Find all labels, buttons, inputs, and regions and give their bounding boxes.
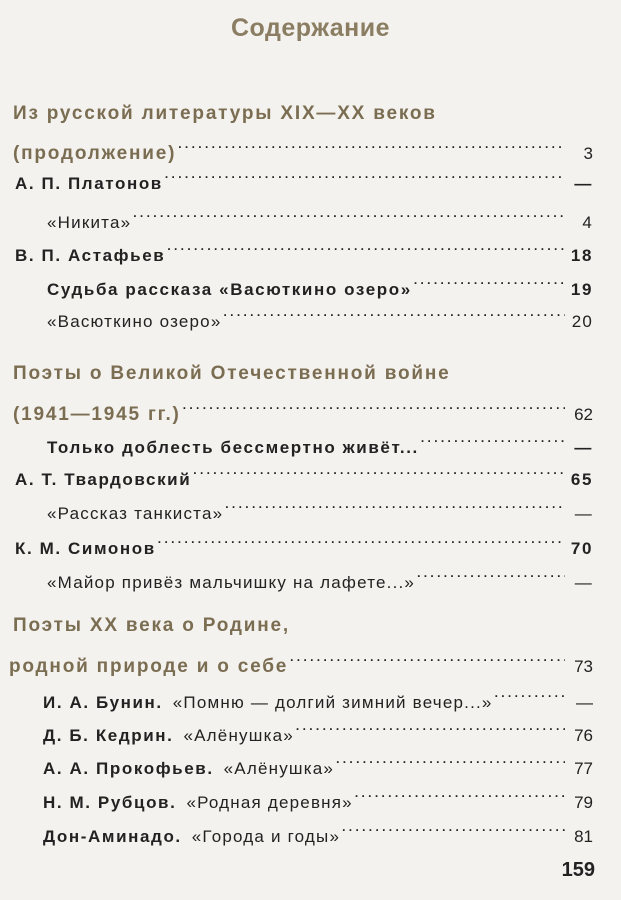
author-name: А. П. Платонов xyxy=(15,174,163,193)
toc-entry-work[interactable] xyxy=(47,558,593,592)
toc-entry-poem[interactable] xyxy=(43,744,593,778)
toc-entry-author[interactable] xyxy=(15,524,593,558)
dot-leader xyxy=(290,642,565,672)
dot-leader xyxy=(193,455,565,485)
toc-entry-poem[interactable] xyxy=(43,711,593,745)
dot-leader xyxy=(178,129,565,159)
author-name: А. А. Прокофьев. xyxy=(43,759,214,778)
page-ref: 81 xyxy=(574,827,593,846)
dot-leader xyxy=(165,159,565,189)
dot-leader xyxy=(225,489,565,519)
toc-entry-subhead[interactable] xyxy=(47,265,593,299)
toc-entry-subhead[interactable] xyxy=(47,423,593,457)
section-heading-cont: родной природе и о себе xyxy=(9,656,289,677)
author-name: А. Т. Твардовский xyxy=(15,470,192,489)
work-title: «Майор привёз мальчишку на лафете...» xyxy=(47,573,416,592)
toc-entry-work[interactable] xyxy=(47,489,593,523)
author-name: Н. М. Рубцов. xyxy=(43,793,177,812)
dot-leader xyxy=(296,711,565,741)
toc-entry-author[interactable] xyxy=(15,159,593,193)
work-title: «Никита» xyxy=(47,213,132,232)
toc-entry-poem[interactable] xyxy=(43,812,593,846)
section-heading-entry[interactable] xyxy=(13,390,593,425)
work-title: «Рассказ танкиста» xyxy=(47,504,224,523)
section-heading: Поэты XX века о Родине, xyxy=(13,615,290,636)
author-name: В. П. Астафьев xyxy=(15,246,166,265)
section-heading-entry[interactable] xyxy=(9,642,593,677)
page-ref: — xyxy=(574,438,593,457)
subhead-title: Судьба рассказа «Васюткино озеро» xyxy=(47,280,412,299)
page-ref: 3 xyxy=(583,144,593,163)
dot-leader xyxy=(336,744,565,774)
page-number: 159 xyxy=(561,859,595,881)
page-ref: — xyxy=(574,504,593,523)
page-title: Содержание xyxy=(230,14,391,42)
work-title: «Алёнушка» xyxy=(223,759,335,778)
dot-leader xyxy=(414,265,565,295)
page-ref: 4 xyxy=(582,213,593,232)
page-ref: 70 xyxy=(570,539,593,558)
dot-leader xyxy=(342,812,565,842)
page-ref: 73 xyxy=(574,657,593,676)
page-ref: 79 xyxy=(574,793,593,812)
page-ref: 62 xyxy=(574,405,593,424)
author-name: И. А. Бунин. xyxy=(43,693,163,712)
work-title: «Помню — долгий зимний вечер...» xyxy=(172,693,493,712)
dot-leader xyxy=(167,231,565,261)
toc-entry-author[interactable] xyxy=(15,455,593,489)
work-title: «Города и годы» xyxy=(191,827,341,846)
page-ref: 76 xyxy=(574,726,593,745)
toc-entry-poem[interactable] xyxy=(43,678,593,712)
author-name: Дон-Аминадо. xyxy=(43,827,182,846)
page-ref: 20 xyxy=(571,312,593,331)
page-ref: 77 xyxy=(574,759,593,778)
toc-entry-work[interactable] xyxy=(47,198,593,232)
toc-entry-work[interactable] xyxy=(47,297,593,331)
dot-leader xyxy=(183,390,565,420)
page-ref: — xyxy=(576,693,593,712)
page-ref: — xyxy=(574,174,593,193)
dot-leader xyxy=(495,678,565,708)
author-name: Д. Б. Кедрин. xyxy=(43,726,174,745)
page-ref: — xyxy=(574,573,593,592)
section-heading-entry[interactable] xyxy=(13,129,593,164)
section-heading-cont: (продолжение) xyxy=(13,143,177,164)
section-heading-cont: (1941—1945 гг.) xyxy=(13,404,181,425)
page-ref: 65 xyxy=(570,470,593,489)
work-title: «Алёнушка» xyxy=(183,726,294,745)
dot-leader xyxy=(417,558,565,588)
dot-leader xyxy=(133,198,565,228)
work-title: «Родная деревня» xyxy=(186,793,353,812)
subhead-title: Только доблесть бессмертно живёт... xyxy=(47,438,419,457)
toc-entry-poem[interactable] xyxy=(43,778,593,812)
page-ref: 18 xyxy=(570,246,593,265)
author-name: К. М. Симонов xyxy=(15,539,156,558)
dot-leader xyxy=(355,778,565,808)
dot-leader xyxy=(224,297,566,327)
work-title: «Васюткино озеро» xyxy=(47,312,222,331)
section-heading: Поэты о Великой Отечественной войне xyxy=(13,363,451,384)
page-ref: 19 xyxy=(570,280,593,299)
dot-leader xyxy=(158,524,565,554)
dot-leader xyxy=(421,423,565,453)
toc-entry-author[interactable] xyxy=(15,231,593,265)
section-heading: Из русской литературы XIX—XX веков xyxy=(13,103,437,124)
